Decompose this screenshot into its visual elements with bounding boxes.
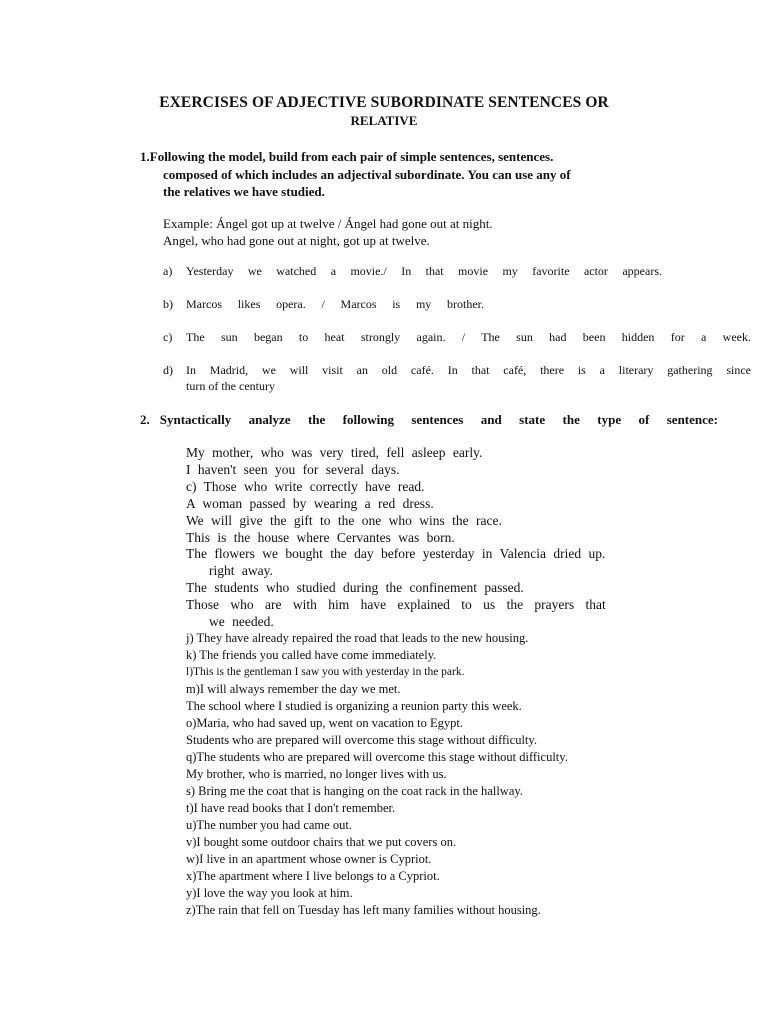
- sentence-item: Those who are with him have explained to us the prayers that: [186, 597, 606, 612]
- sentence-item: My brother, who is married, no longer lives with us.: [186, 767, 447, 781]
- exercise1-item: [163, 263, 751, 279]
- sentence-item: c) Those who write correctly have read.: [186, 479, 425, 494]
- item-text: Yesterday we watched a movie./ In that movie my favorite actor appears.: [186, 264, 662, 278]
- exercise2-heading: [140, 412, 718, 428]
- example-block: [163, 215, 493, 249]
- item-text-line2: turn of the century: [186, 379, 275, 393]
- sentence-item: q)The students who are prepared will overcome this stage without difficulty.: [186, 750, 568, 764]
- sentence-item: w)I live in an apartment whose owner is Cypriot.: [186, 852, 432, 866]
- sentence-item: o)Maria, who had saved up, went on vacation to Egypt.: [186, 716, 464, 730]
- sentence-item: y)I love the way you look at him.: [186, 886, 353, 900]
- page-title: EXERCISES OF ADJECTIVE SUBORDINATE SENTENCES OR: [159, 94, 609, 111]
- sentence-item: The school where I studied is organizing a reunion party this week.: [186, 699, 522, 713]
- exercise2-label: 2.: [140, 412, 150, 427]
- exercise1-heading-line3: the relatives we have studied.: [163, 184, 325, 199]
- sentence-item: A woman passed by wearing a red dress.: [186, 496, 434, 511]
- item-label: c): [163, 330, 173, 344]
- sentence-item: t)I have read books that I don't remember.: [186, 801, 396, 815]
- exercise1-item: [163, 362, 751, 394]
- exercise2-heading-text: Syntactically analyze the following sentences and state the type of sentence:: [159, 412, 718, 427]
- item-text: The sun began to heat strongly again. / The sun had been hidden for a week.: [186, 330, 751, 344]
- example-line1: Example: Ángel got up at twelve / Ángel had gone out at night.: [163, 216, 493, 231]
- exercise1-item: [163, 296, 751, 312]
- sentence-item-continued: right away.: [209, 563, 273, 578]
- page-title-continued: RELATIVE: [350, 113, 418, 128]
- item-label: d): [163, 363, 173, 377]
- exercise1-heading: [140, 148, 660, 201]
- item-label: a): [163, 264, 173, 278]
- sentence-item: s) Bring me the coat that is hanging on the coat rack in the hallway.: [186, 784, 523, 798]
- sentence-item: z)The rain that fell on Tuesday has left many families without housing.: [186, 903, 541, 917]
- sentence-item: u)The number you had came out.: [186, 818, 352, 832]
- example-line2: Angel, who had gone out at night, got up at twelve.: [163, 233, 430, 248]
- sentence-item: The flowers we bought the day before yesterday in Valencia dried up.: [186, 546, 606, 561]
- item-label: b): [163, 297, 173, 311]
- exercise1-heading-line1: 1.Following the model, build from each pair of simple sentences, sentences.: [140, 149, 554, 164]
- sentence-item: Students who are prepared will overcome this stage without difficulty.: [186, 733, 537, 747]
- exercise1-heading-line2: composed of which includes an adjectival subordinate. You can use any of: [163, 166, 571, 182]
- sentence-item: We will give the gift to the one who wins the race.: [186, 513, 502, 528]
- item-text: Marcos likes opera. / Marcos is my brother.: [186, 297, 484, 311]
- sentence-item: x)The apartment where I live belongs to a Cypriot.: [186, 869, 440, 883]
- sentence-item: l)This is the gentleman I saw you with yesterday in the park.: [186, 666, 465, 678]
- sentence-item: k) The friends you called have come immediately.: [186, 648, 437, 662]
- sentence-item: My mother, who was very tired, fell asleep early.: [186, 445, 483, 460]
- sentence-item: I haven't seen you for several days.: [186, 462, 400, 477]
- sentence-item: v)I bought some outdoor chairs that we put covers on.: [186, 835, 457, 849]
- item-text-line1: In Madrid, we will visit an old café. In that café, there is a literary gathering since: [186, 363, 751, 377]
- exercise1-item: [163, 329, 751, 345]
- sentence-item: This is the house where Cervantes was born.: [186, 530, 455, 545]
- sentence-item-continued: we needed.: [209, 614, 274, 629]
- sentence-item: m)I will always remember the day we met.: [186, 682, 401, 696]
- sentence-item: The students who studied during the confinement passed.: [186, 580, 524, 595]
- sentence-item: j) They have already repaired the road that leads to the new housing.: [186, 631, 529, 645]
